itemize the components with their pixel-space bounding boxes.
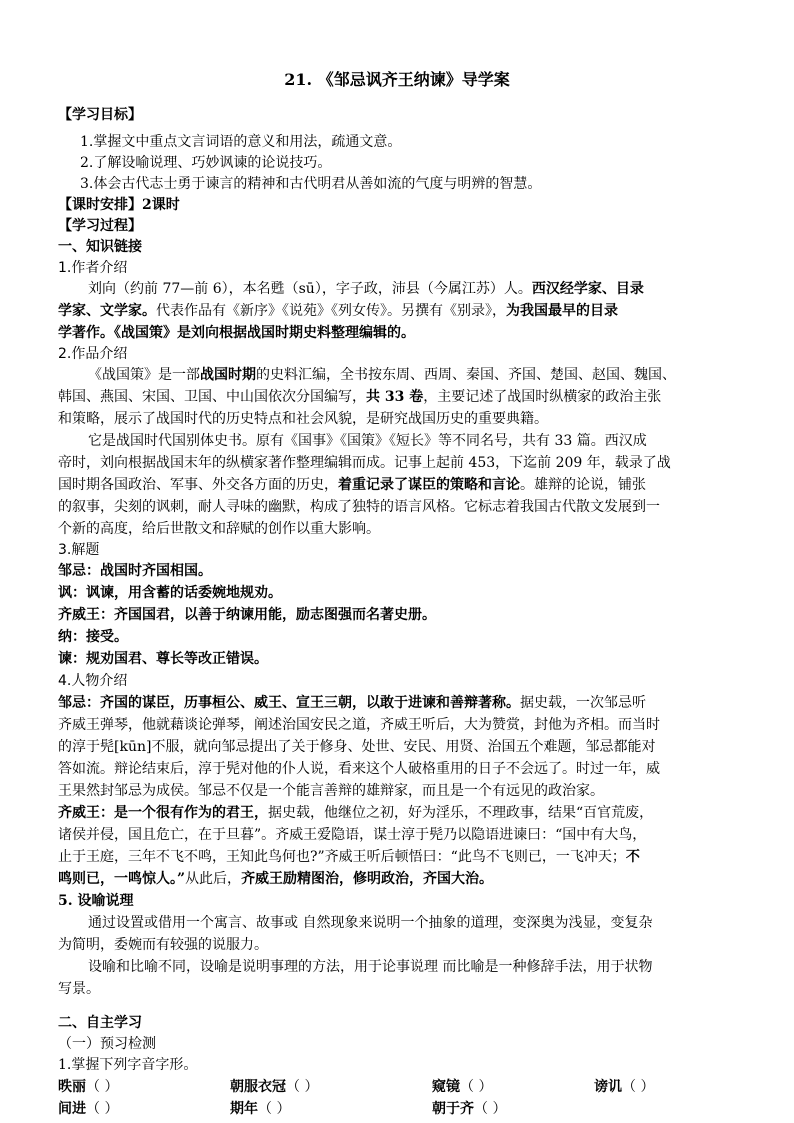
metaphor-line: 设喻和比喻不同，设喻是说明事理的方法，用于论事说理 而比喻是一种修辞手法，用于状物 xyxy=(88,959,653,975)
work-text: ，主要记述了战国时纵横家的政治主张 xyxy=(423,389,662,405)
people-bold: 鸣则已，一鸣惊人。” xyxy=(58,871,186,887)
work-text: 的史料汇编，全书按东周、西周、秦国、齐国、楚国、赵国、魏国、 xyxy=(256,367,676,383)
word-label: 朝于齐 xyxy=(432,1101,474,1117)
people-line: 答如流。辩论结束后，淳于髡对他的仆人说，看来这个人破格重用的日子不会远了。时过一年，威 xyxy=(58,761,660,777)
explain-zouji: 邹忌：战国时齐国相国。 xyxy=(58,563,212,579)
goal-item: 1.掌握文中重点文言词语的意义和用法，疏通文意。 xyxy=(80,134,402,150)
word-blank[interactable]: （ ） xyxy=(286,1079,319,1095)
work-text: 韩国、燕国、宋国、卫国、中山国依次分国编写， xyxy=(58,389,366,405)
word-item xyxy=(58,1076,118,1098)
people-text: 止于王庭，三年不飞不鸣，王知此鸟何也?” xyxy=(58,849,325,865)
author-line xyxy=(88,278,644,300)
work-line: 帝时，刘向根据战国末年的纵横家著作整理编辑而成。记事上起前 453，下迄前 209 年，载录了战 xyxy=(58,455,671,471)
work-heading: 2.作品介绍 xyxy=(58,346,128,362)
work-text: 《战国策》是一部 xyxy=(88,367,200,383)
metaphor-line: 为简明，委婉而有较强的说服力。 xyxy=(58,937,268,953)
word-label: 间进 xyxy=(58,1101,86,1117)
people-line: 王果然封邹忌为成侯。邹忌不仅是一个能言善辩的雄辩家，而且是一个有远见的政治家。 xyxy=(58,783,604,799)
word-label: 窥镜 xyxy=(432,1079,460,1095)
work-line: 和策略，展示了战国时代的历史特点和社会风貌，是研究战国历史的重要典籍。 xyxy=(58,411,548,427)
author-line xyxy=(58,300,618,322)
people-line: 诸侯并侵，国且危亡，在于旦暮”。齐威王爱隐语，谋士淳于髡乃以隐语进谏曰：“国中有大鸟， xyxy=(58,827,647,843)
word-blank[interactable]: （ ） xyxy=(258,1101,291,1117)
author-text: 刘向（约前 77—前 6），本名甦（sū），字子政，沛县（今属江苏）人。 xyxy=(88,281,532,297)
author-heading: 1.作者介绍 xyxy=(58,260,128,276)
explain-feng: 讽：讽谏，用含蓄的话委婉地规劝。 xyxy=(58,585,282,601)
metaphor-line: 通过设置或借用一个寓言、故事或 自然现象来说明一个抽象的道理，变深奥为浅显，变复杂 xyxy=(88,915,653,931)
people-text: 齐威王听后顿悟曰：“此鸟不飞则已，一飞冲天； xyxy=(324,849,626,865)
schedule-line xyxy=(58,194,180,216)
work-bold: 战国时期 xyxy=(200,367,256,383)
goals-heading: 【学习目标】 xyxy=(58,107,142,123)
work-bold: 着重记录了谋臣的策略和言论 xyxy=(338,477,520,493)
section1-heading: 一、知识链接 xyxy=(58,239,142,255)
work-text: 。雄辩的论说，铺张 xyxy=(520,477,646,493)
explain-heading: 3.解题 xyxy=(58,542,100,558)
word-blank[interactable]: （ ） xyxy=(86,1101,119,1117)
word-label: 昳丽 xyxy=(58,1079,86,1095)
people-line: 齐威王弹琴，他就藉谈论弹琴，阐述治国安民之道，齐威王听后，大为赞赏，封他为齐相。而当时 xyxy=(58,717,660,733)
people-line xyxy=(58,692,646,714)
section2-sub: （一）预习检测 xyxy=(58,1036,156,1052)
word-blank[interactable]: （ ） xyxy=(622,1079,655,1095)
word-item xyxy=(230,1076,318,1098)
section2-task: 1.掌握下列字音字形。 xyxy=(58,1057,198,1073)
process-heading: 【学习过程】 xyxy=(58,218,142,234)
work-line: 个新的高度，给后世散文和辞赋的创作以重大影响。 xyxy=(58,521,380,537)
schedule-value: 2课时 xyxy=(142,197,180,213)
people-text: 据史载，一次邹忌听 xyxy=(520,695,646,711)
word-item xyxy=(432,1098,506,1120)
word-item xyxy=(594,1076,654,1098)
word-blank[interactable]: （ ） xyxy=(460,1079,493,1095)
people-line xyxy=(58,868,493,890)
work-line: 的叙事，尖刻的讽刺，耐人寻味的幽默，构成了独特的语言风格。它标志着我国古代散文发展到一 xyxy=(58,499,660,515)
people-line xyxy=(58,846,640,868)
author-bold: 学家、文学家。 xyxy=(58,303,156,319)
word-label: 朝服衣冠 xyxy=(230,1079,286,1095)
work-text: 国时期各国政治、军事、外交各方面的历史， xyxy=(58,477,338,493)
explain-na: 纳：接受。 xyxy=(58,629,128,645)
work-bold: 共 33 卷 xyxy=(366,389,424,405)
work-line xyxy=(58,474,646,496)
schedule-heading: 【课时安排】 xyxy=(58,197,142,213)
people-bold: 齐威王励精图治，修明政治，齐国大治。 xyxy=(241,871,494,887)
word-blank[interactable]: （ ） xyxy=(474,1101,507,1117)
metaphor-heading: 5. 设喻说理 xyxy=(58,893,134,909)
people-heading: 4.人物介绍 xyxy=(58,673,128,689)
word-label: 谤讥 xyxy=(594,1079,622,1095)
author-bold: 西汉经学家、目录 xyxy=(531,281,644,297)
people-bold: 不 xyxy=(625,849,640,865)
people-line xyxy=(58,802,653,824)
people-text: 据史载，他继位之初，好为淫乐，不理政事，结果“百官荒废， xyxy=(268,805,654,821)
metaphor-line: 写景。 xyxy=(58,981,100,997)
people-bold: 邹忌：齐国的谋臣，历事桓公、威王、宣王三朝，以敢于进谏和善辩著称。 xyxy=(58,695,520,711)
word-blank[interactable]: （ ） xyxy=(86,1079,119,1095)
work-line: 它是战国时代国别体史书。原有《国事》《国策》《短长》等不同名号，共有 33 篇。西汉成 xyxy=(88,433,647,449)
goal-item: 3.体会古代志士勇于谏言的精神和古代明君从善如流的气度与明辨的智慧。 xyxy=(80,176,542,192)
people-line: 的淳于髡[kūn]不服，就向邹忌提出了关于修身、处世、安民、用贤、治国五个难题，邹忌都能对 xyxy=(58,739,656,755)
page-title: 21. 《邹忌讽齐王纳谏》导学案 xyxy=(284,70,510,89)
author-bold: 为我国最早的目录 xyxy=(506,303,618,319)
work-line xyxy=(58,386,661,408)
word-item xyxy=(230,1098,290,1120)
word-item xyxy=(432,1076,492,1098)
goal-item: 2.了解设喻说理、巧妙讽谏的论说技巧。 xyxy=(80,155,332,171)
word-label: 期年 xyxy=(230,1101,258,1117)
people-text: 从此后， xyxy=(185,871,242,887)
people-bold: 齐威王：是一个很有作为的君王， xyxy=(58,805,268,821)
word-item xyxy=(58,1098,118,1120)
author-text: 代表作品有《新序》《说苑》《列女传》。另撰有《别录》， xyxy=(156,303,506,319)
section2-heading: 二、自主学习 xyxy=(58,1015,142,1031)
explain-king: 齐威王：齐国国君，以善于纳谏用能，励志图强而名著史册。 xyxy=(58,607,436,623)
explain-jian: 谏：规劝国君、尊长等改正错误。 xyxy=(58,651,268,667)
author-line: 学著作。《战国策》是刘向根据战国时期史料整理编辑的。 xyxy=(58,325,415,341)
work-line xyxy=(88,364,676,386)
